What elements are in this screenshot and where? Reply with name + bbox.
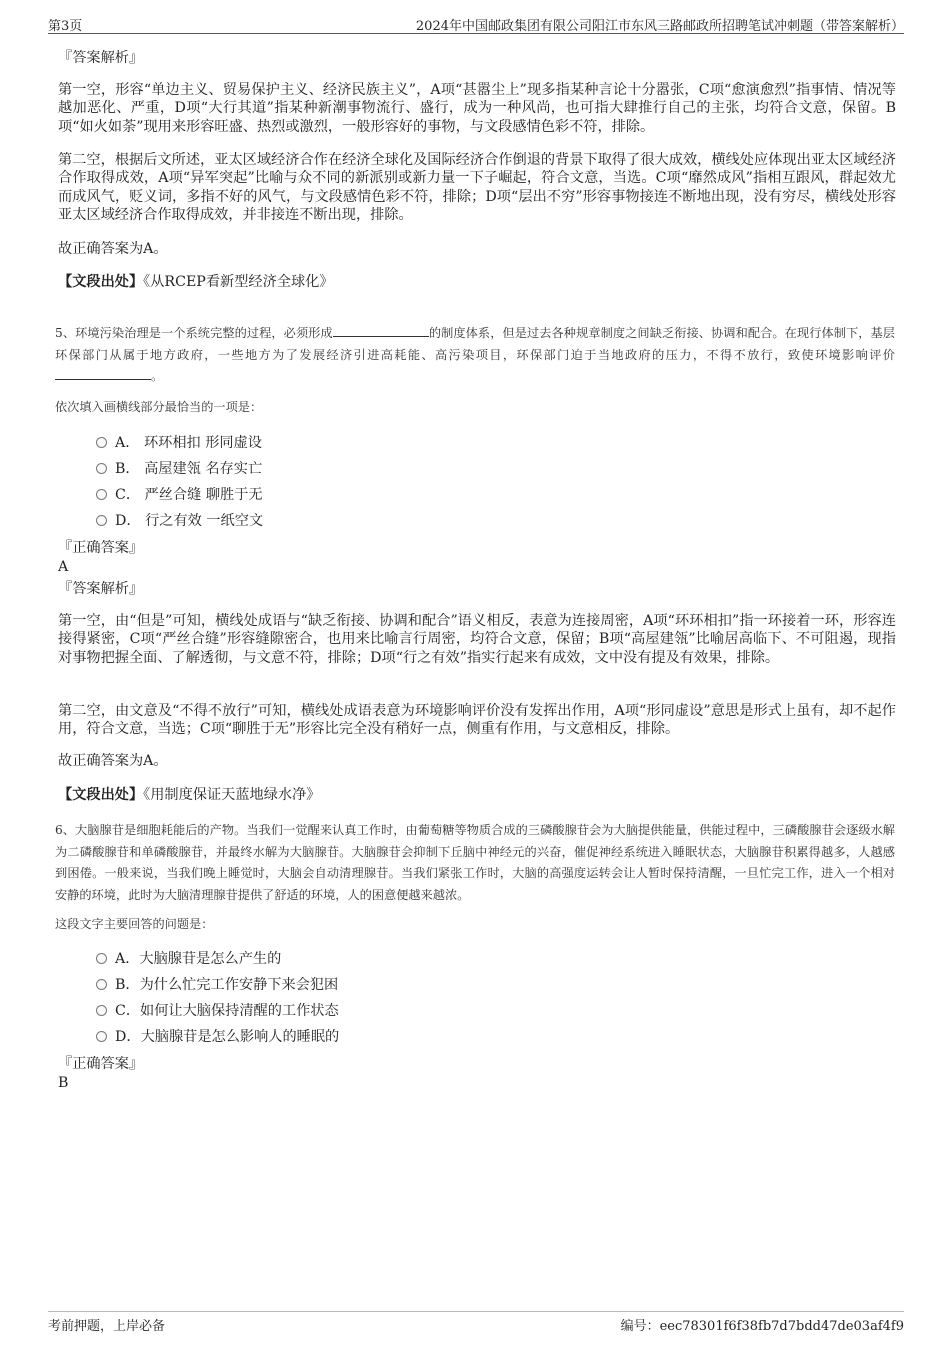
option-label: C．如何让大脑保持清醒的工作状态	[115, 1003, 339, 1019]
option-b[interactable]	[96, 459, 262, 479]
question-5-prompt: 依次填入画横线部分最恰当的一项是：	[55, 400, 263, 414]
page-footer	[48, 1311, 904, 1334]
question-text-part: 。	[151, 369, 164, 383]
option-a[interactable]	[96, 949, 281, 969]
document-title: 2024年中国邮政集团有限公司阳江市东风三路邮政所招聘笔试冲刺题（带答案解析）	[415, 19, 904, 34]
correct-answer-label: 『正确答案』	[58, 540, 144, 556]
source-label: 【文段出处】	[58, 274, 144, 290]
radio-icon[interactable]	[96, 1005, 107, 1016]
option-b[interactable]	[96, 975, 338, 995]
source-title: 《用制度保证天蓝地绿水净》	[143, 787, 321, 803]
option-a[interactable]	[96, 433, 262, 453]
option-label: D． 行之有效 一纸空文	[115, 513, 264, 529]
option-d[interactable]	[96, 511, 263, 531]
question-text-part: 的制度体系，但是过去各种规章制度之间缺乏衔接、协调和配合。在现行体制下，基层环保部门从属于地方政府，一些地方为了发展经济引进高耗能、高污染项目，环保部门迫于当地政府的压力，不得不放行，致使环境影响评价	[55, 326, 895, 362]
option-label: B． 高屋建瓴 名存实亡	[115, 461, 263, 477]
radio-icon[interactable]	[96, 1031, 107, 1042]
source-line	[58, 273, 894, 291]
question-text-part: 5、环境污染治理是一个系统完整的过程，必须形成	[55, 326, 333, 340]
question-5-text	[55, 323, 895, 388]
option-c[interactable]	[96, 1001, 339, 1021]
option-c[interactable]	[96, 485, 263, 505]
source-label: 【文段出处】	[58, 787, 144, 803]
option-label: C． 严丝合缝 聊胜于无	[115, 487, 263, 503]
option-label: A．大脑腺苷是怎么产生的	[115, 951, 282, 967]
source-line	[58, 786, 894, 804]
radio-icon[interactable]	[96, 437, 107, 448]
option-label: D．大脑腺苷是怎么影响人的睡眠的	[115, 1029, 340, 1045]
option-d[interactable]	[96, 1027, 339, 1047]
analysis-paragraph-1: 第一空，形容“单边主义、贸易保护主义、经济民族主义”，A项“甚嚣尘上”现多指某种言论十分嚣张，C项“愈演愈烈”指事情、情况等越加恶化、严重，D项“大行其道”指某种新潮事物流行、盛行，成为一种风尚，也可指大肆推行自己的主张，均符合文意，保留。B项“如火如荼”现用来形容旺盛、热烈或激烈，一般形容好的事物，与文段感情色彩不符，排除。	[58, 82, 896, 135]
correct-answer-label: 『正确答案』	[58, 1056, 144, 1072]
analysis-paragraph-2: 第二空，由文意及“不得不放行”可知，横线处成语表意为环境影响评价没有发挥出作用，A项“形同虚设”意思是形式上虽有，却不起作用，符合文意，当选；C项“聊胜于无”形容比完全没有稍好一点，侧重有作用，与文意相反，排除。	[58, 703, 896, 738]
conclusion: 故正确答案为A。	[58, 241, 168, 257]
source-title: 《从RCEP看新型经济全球化》	[143, 274, 334, 290]
page-number: 第3页	[48, 19, 83, 34]
analysis-label: 『答案解析』	[58, 581, 144, 597]
analysis-paragraph-2: 第二空，根据后文所述，亚太区域经济合作在经济全球化及国际经济合作倒退的背景下取得了很大成效，横线处应体现出亚太区域经济合作取得成效，A项“异军突起”比喻与众不同的新派别或新力量一下子崛起，符合文意，当选。C项“靡然成风”指相互跟风，群起效尤而成风气，贬义词，多指不好的风气，与文段感情色彩不符，排除；D项“层出不穷”形容事物接连不断地出现，没有穷尽，横线处形容亚太区域经济合作取得成效，并非接连不断出现，排除。	[58, 152, 896, 223]
radio-icon[interactable]	[96, 489, 107, 500]
document-id: 编号：eec78301f6f38fb7d7bdd47de03af4f9	[620, 1319, 904, 1334]
page-header	[48, 13, 904, 34]
option-label: B．为什么忙完工作安静下来会犯困	[115, 977, 339, 993]
question-6-text: 6、大脑腺苷是细胞耗能后的产物。当我们一觉醒来认真工作时，由葡萄糖等物质合成的三磷酸腺苷会为大脑提供能量，供能过程中，三磷酸腺苷会逐级水解为二磷酸腺苷和单磷酸腺苷，并最终水解为大脑腺苷。大脑腺苷会抑制下丘脑中神经元的兴奋，催促神经系统进入睡眠状态，大脑腺苷积累得越多，人越感到困倦。一般来说，当我们晚上睡觉时，大脑会自动清理腺苷。当我们紧张工作时，大脑的高强度运转会让人暂时保持清醒，一旦忙完工作，进入一个相对安静的环境，此时为大脑清理腺苷提供了舒适的环境，人的困意便越来越浓。	[55, 823, 895, 902]
question-6-prompt: 这段文字主要回答的问题是：	[55, 917, 214, 931]
footer-slogan: 考前押题，上岸必备	[48, 1319, 166, 1334]
correct-answer: B	[58, 1075, 69, 1091]
correct-answer: A	[58, 559, 69, 575]
analysis-label: 『答案解析』	[58, 50, 144, 66]
radio-icon[interactable]	[96, 515, 107, 526]
blank-line	[55, 366, 151, 380]
blank-line	[333, 323, 429, 337]
analysis-paragraph-1: 第一空，由“但是”可知，横线处成语与“缺乏衔接、协调和配合”语义相反，表意为连接周密，A项“环环相扣”指一环接着一环，形容连接得紧密，C项“严丝合缝”形容缝隙密合，也用来比喻言行周密，均符合文意，保留；B项“高屋建瓴”比喻居高临下、不可阻遏，现指对事物把握全面、了解透彻，与文意不符，排除；D项“行之有效”指实行起来有成效，文中没有提及有效果，排除。	[58, 613, 896, 666]
radio-icon[interactable]	[96, 463, 107, 474]
radio-icon[interactable]	[96, 953, 107, 964]
radio-icon[interactable]	[96, 979, 107, 990]
conclusion: 故正确答案为A。	[58, 753, 168, 769]
option-label: A． 环环相扣 形同虚设	[115, 435, 262, 451]
